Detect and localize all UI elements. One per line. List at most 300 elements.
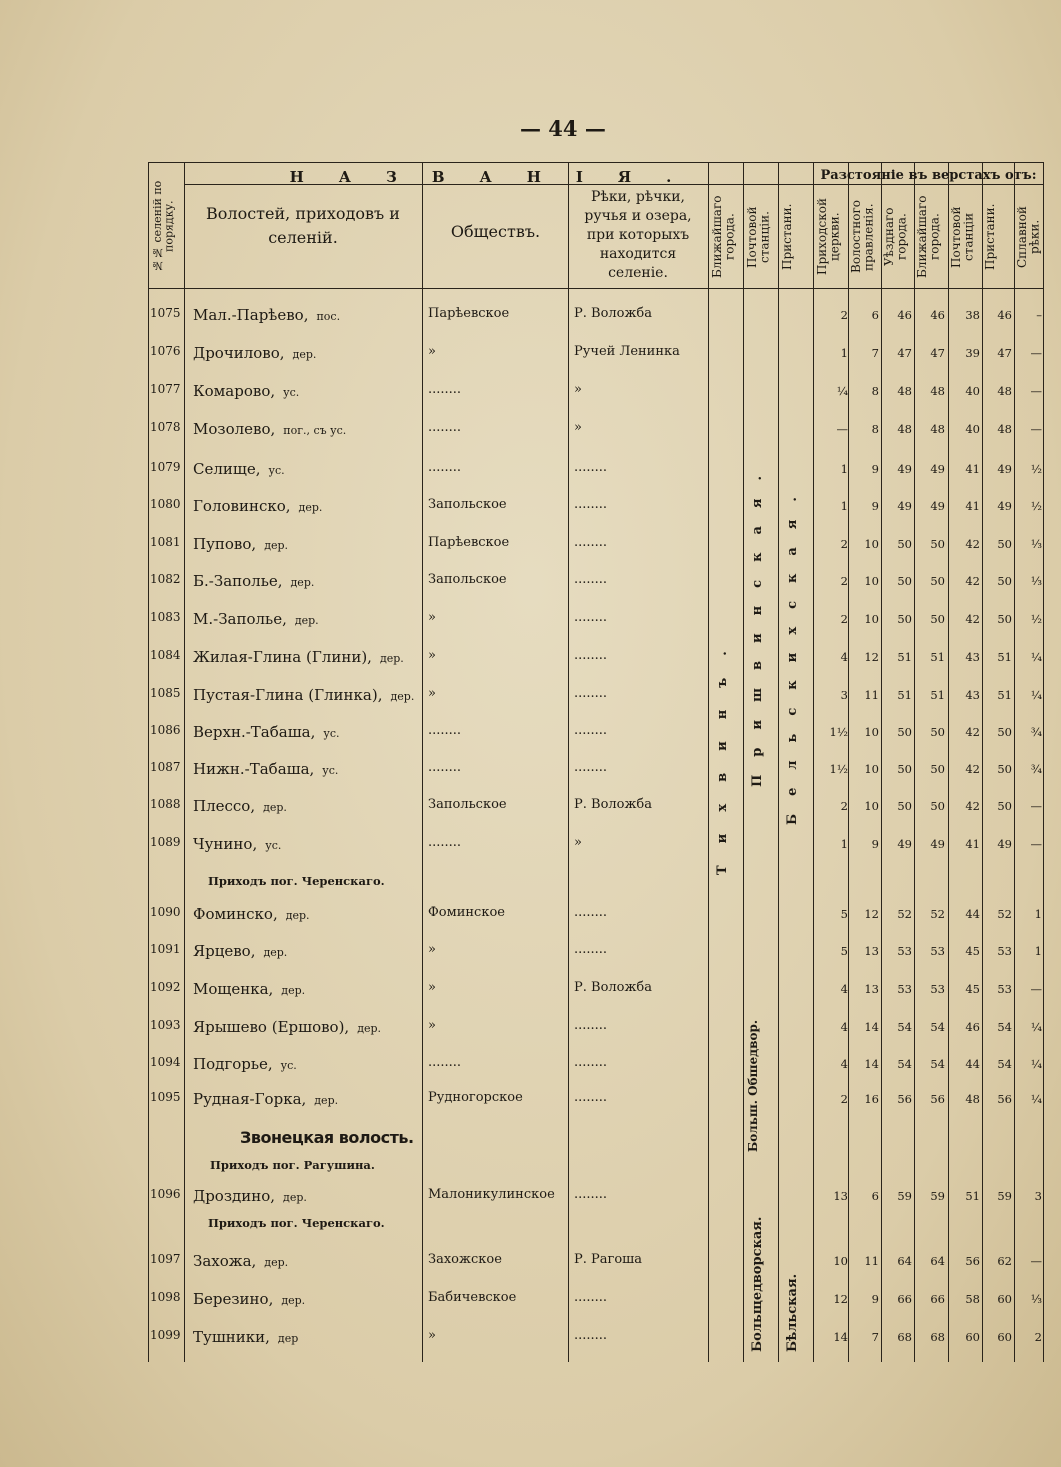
row-number: 1098 [150,1290,181,1304]
distance-cell: 1 [1034,944,1042,958]
subhead-parish-3: Приходъ пог. Черенскаго. [208,1216,385,1230]
distance-cell: 10 [864,799,879,813]
row-number: 1088 [150,797,181,811]
vlabel-post-1: Пришвинская. [750,457,765,787]
settlement-type: дер. [263,946,288,959]
table-row [148,1282,1043,1320]
distance-cell: 2 [840,1092,848,1106]
distance-cell: 42 [965,762,980,776]
row-number: 1091 [150,942,181,956]
distance-cell: ¾ [1030,725,1042,739]
distance-cell: 50 [997,612,1012,626]
community-name: Захожское [428,1252,502,1267]
settlement-type: дер. [292,348,317,361]
distance-cell: 43 [965,650,980,664]
distance-cell: 8 [871,422,879,436]
distance-cell: 1 [840,837,848,851]
distance-cell: 60 [997,1330,1012,1344]
page-number: — 44 — [520,116,606,141]
distance-cell: 3 [840,688,848,702]
distance-cell: 10 [864,725,879,739]
distance-cell: 47 [997,346,1012,360]
distance-cell: 4 [840,1057,848,1071]
distance-cell: 50 [897,762,912,776]
row-number: 1076 [150,344,181,358]
row-number: 1092 [150,980,181,994]
distance-cell: 60 [997,1292,1012,1306]
settlement-type: дер. [298,501,323,514]
community-name: ........ [428,420,462,435]
distance-cell: — [836,422,848,436]
distance-cell: ¼ [1030,650,1042,664]
settlement-name: Ярцево, дер. [193,942,288,960]
distance-cell: 50 [897,725,912,739]
distance-cell: 38 [965,308,980,322]
community-name: » [428,942,436,957]
settlement-type: дер. [290,576,315,589]
distance-cell: 51 [897,688,912,702]
distance-cell: ⅓ [1030,1292,1042,1306]
community-name: Рудногорское [428,1090,523,1105]
table-row [148,1047,1043,1085]
vlabel-near-city: Тихвинъ. [715,629,730,875]
row-number: 1079 [150,460,181,474]
community-name: Запольское [428,797,507,812]
table-row [148,972,1043,1010]
table-row [148,298,1043,336]
distance-cell: 68 [930,1330,945,1344]
distance-cell: 50 [897,574,912,588]
table-row [148,1320,1043,1358]
row-number: 1077 [150,382,181,396]
distance-cell: 5 [840,907,848,921]
distance-cell: 66 [930,1292,945,1306]
row-number: 1096 [150,1187,181,1201]
distance-cell: 12 [864,907,879,921]
settlement-type: ус. [323,727,340,740]
settlement-type: дер. [281,1294,306,1307]
river-name: Р. Воложба [574,306,653,321]
river-name: ........ [574,905,608,920]
distance-cell: 1 [840,499,848,513]
community-name: Парѣевское [428,535,510,550]
header-col-volost: Волостей, приходовъ и селеній. [206,204,400,247]
river-name: ........ [574,1055,608,1070]
distance-cell: 2 [840,574,848,588]
distance-cell: 10 [864,762,879,776]
distance-cell: 14 [864,1020,879,1034]
community-name: ........ [428,835,462,850]
distance-cell: 51 [997,688,1012,702]
distance-cell: 7 [871,1330,879,1344]
river-name: Р. Рагоша [574,1252,642,1267]
table-row [148,374,1043,412]
settlement-name: Жилая-Глина (Глини), дер. [193,648,404,666]
settlement-type: дер. [281,984,306,997]
distance-cell: 1 [840,346,848,360]
distance-cell: 50 [930,612,945,626]
distance-cell: 1½ [829,762,848,776]
distance-cell: 49 [997,499,1012,513]
distance-cell: 11 [864,688,879,702]
header-col-rivers: Рѣки, рѣчки, ручья и озера, при которыхъ находится селеніе. [584,189,692,281]
river-name: ........ [574,460,608,475]
settlement-name: Захожа, дер. [193,1252,289,1270]
settlement-type: дер [277,1332,299,1345]
distance-cell: 4 [840,650,848,664]
distance-cell: 14 [864,1057,879,1071]
community-name: Запольское [428,572,507,587]
table-row [148,1179,1043,1217]
river-name: ........ [574,686,608,701]
distance-cell: — [1030,384,1042,398]
header-col-d-volost: Волостного правленія. [849,200,876,274]
distance-cell: 53 [997,944,1012,958]
header-col-near-city: Ближайшаго города. [710,195,737,279]
distance-cell: 4 [840,1020,848,1034]
distance-cell: 51 [997,650,1012,664]
distance-cell: – [1036,308,1042,322]
table-row [148,564,1043,602]
distance-cell: 50 [930,537,945,551]
settlement-name: Фоминско, дер. [193,905,310,923]
row-number: 1084 [150,648,181,662]
distance-cell: 16 [864,1092,879,1106]
settlement-name: Головинско, дер. [193,497,323,515]
river-name: ........ [574,610,608,625]
distance-cell: 50 [997,799,1012,813]
river-name: ........ [574,1187,608,1202]
row-number: 1086 [150,723,181,737]
distance-cell: 50 [930,762,945,776]
row-number: 1078 [150,420,181,434]
distance-cell: 62 [997,1254,1012,1268]
distance-cell: 52 [897,907,912,921]
settlement-type: дер. [264,539,289,552]
community-name: ........ [428,1055,462,1070]
distance-cell: 12 [833,1292,848,1306]
distance-cell: 48 [997,422,1012,436]
community-name: ........ [428,382,462,397]
distance-cell: 64 [930,1254,945,1268]
distance-cell: 48 [897,384,912,398]
distance-cell: 48 [965,1092,980,1106]
distance-cell: 49 [897,837,912,851]
community-name: Малоникулинское [428,1187,555,1202]
distance-cell: 45 [965,944,980,958]
table-row [148,640,1043,678]
distance-cell: 49 [897,462,912,476]
header-col-d-pier: Пристани. [983,203,997,271]
distance-cell: 54 [930,1057,945,1071]
distance-cell: 50 [997,725,1012,739]
settlement-type: дер. [390,690,415,703]
table-row [148,527,1043,565]
distance-cell: 41 [965,462,980,476]
distance-cell: 4 [840,982,848,996]
distance-cell: 2 [840,308,848,322]
distance-cell: 10 [864,574,879,588]
header-distance: Разстояніе въ верстахъ отъ: [820,168,1037,183]
distance-cell: 46 [965,1020,980,1034]
distance-cell: 48 [930,422,945,436]
distance-cell: 53 [897,944,912,958]
distance-cell: 53 [897,982,912,996]
settlement-name: Комарово, ус. [193,382,300,400]
community-name: Фоминское [428,905,505,920]
row-number: 1085 [150,686,181,700]
distance-cell: ½ [1030,462,1042,476]
distance-cell: ¼ [1030,1020,1042,1034]
distance-cell: ¼ [836,384,848,398]
subhead-parish-2: Приходъ пог. Рагушина. [210,1158,375,1172]
distance-cell: 40 [965,422,980,436]
settlement-type: дер. [263,801,287,814]
distance-cell: 2 [840,537,848,551]
header-col-d-river: Сплавной рѣки. [1015,206,1042,268]
table-row [148,1244,1043,1282]
distance-cell: — [1030,837,1042,851]
distance-cell: 13 [864,982,879,996]
settlement-name: Мозолево, пог., съ ус. [193,420,347,438]
table-row [148,789,1043,827]
vlabel-pier-2: Бѣльская. [785,1273,800,1352]
settlement-name: Нижн.-Табаша, ус. [193,760,339,778]
distance-cell: 2 [840,799,848,813]
river-name: ........ [574,1090,608,1105]
distance-cell: 48 [897,422,912,436]
table-row [148,897,1043,935]
table-row [148,678,1043,716]
distance-cell: 14 [833,1330,848,1344]
distance-cell: 13 [833,1189,848,1203]
row-number: 1082 [150,572,181,586]
settlement-name: Селище, ус. [193,460,285,478]
row-number: 1097 [150,1252,181,1266]
row-number: 1095 [150,1090,181,1104]
settlement-name: Ярышево (Ершово), дер. [193,1018,382,1036]
distance-cell: 56 [997,1092,1012,1106]
distance-cell: 50 [930,725,945,739]
river-name: ........ [574,1018,608,1033]
table-frame [148,162,1043,1362]
distance-cell: 47 [897,346,912,360]
distance-cell: 49 [930,462,945,476]
distance-cell: 56 [965,1254,980,1268]
row-number: 1081 [150,535,181,549]
community-name: » [428,648,436,663]
distance-cell: 50 [997,574,1012,588]
community-name: Парѣевское [428,306,510,321]
distance-cell: 49 [930,499,945,513]
table-row [148,336,1043,374]
distance-cell: 41 [965,837,980,851]
distance-cell: 44 [965,907,980,921]
distance-cell: 9 [871,837,879,851]
header-col-society: Обществъ. [450,222,541,241]
distance-cell: ¼ [1030,1092,1042,1106]
distance-cell: 40 [965,384,980,398]
distance-cell: 59 [997,1189,1012,1203]
distance-cell: 7 [871,346,879,360]
settlement-type: дер. [294,614,319,627]
distance-cell: 41 [965,499,980,513]
community-name: » [428,686,436,701]
settlement-name: Плессо, дер. [193,797,287,815]
community-name: » [428,1018,436,1033]
settlement-name: Подгорье, ус. [193,1055,297,1073]
header-col-d-church: Приходской церкви. [815,198,842,276]
distance-cell: 10 [833,1254,848,1268]
header-col-num: №№ селеній по порядку. [151,180,176,272]
settlement-type: дер. [357,1022,382,1035]
settlement-name: Б.-Заполье, дер. [193,572,315,590]
table-row [148,1010,1043,1048]
river-name: » [574,420,582,435]
distance-cell: 1 [840,462,848,476]
distance-cell: 50 [897,612,912,626]
distance-cell: 51 [897,650,912,664]
distance-cell: 50 [930,799,945,813]
distance-cell: ¼ [1030,1057,1042,1071]
distance-cell: 51 [965,1189,980,1203]
distance-cell: 49 [997,837,1012,851]
vlabel-post-2: Больш. Обшедвор. [746,1019,760,1152]
row-number: 1089 [150,835,181,849]
table-row [148,452,1043,490]
row-number: 1075 [150,306,181,320]
settlement-type: ус. [265,839,282,852]
distance-cell: 42 [965,612,980,626]
distance-cell: ⅓ [1030,537,1042,551]
distance-cell: 48 [930,384,945,398]
distance-cell: 13 [864,944,879,958]
river-name: Р. Воложба [574,797,653,812]
row-number: 1083 [150,610,181,624]
settlement-type: дер. [283,1191,307,1204]
volost-heading: Звонецкая волость. [240,1128,414,1147]
settlement-name: Тушники, дер [193,1328,299,1346]
distance-cell: 45 [965,982,980,996]
settlement-name: Рудная-Горка, дер. [193,1090,339,1108]
distance-cell: 50 [897,537,912,551]
distance-cell: 54 [997,1057,1012,1071]
distance-cell: 68 [897,1330,912,1344]
distance-cell: — [1030,346,1042,360]
distance-cell: — [1030,982,1042,996]
distance-cell: 56 [930,1092,945,1106]
settlement-type: дер. [264,1256,289,1269]
table-row [148,1082,1043,1120]
river-name: ........ [574,1328,608,1343]
distance-cell: ⅓ [1030,574,1042,588]
settlement-type: ус. [322,764,339,777]
row-number: 1087 [150,760,181,774]
vlabel-pier-1: Бельскихская. [785,479,800,825]
river-name: ........ [574,535,608,550]
distance-cell: 52 [997,907,1012,921]
distance-cell: 12 [864,650,879,664]
distance-cell: ½ [1030,612,1042,626]
table-row [148,827,1043,865]
river-name: ........ [574,572,608,587]
distance-cell: 66 [897,1292,912,1306]
distance-cell: 44 [965,1057,980,1071]
river-name: ........ [574,760,608,775]
header-col-d-post: Почтовой станціи [949,206,976,268]
distance-cell: 56 [897,1092,912,1106]
community-name: ........ [428,460,462,475]
row-number: 1094 [150,1055,181,1069]
distance-cell: 1½ [829,725,848,739]
settlement-type: дер. [314,1094,339,1107]
header-col-post-station: Почтовой станціи. [745,206,772,268]
distance-cell: — [1030,799,1042,813]
table-row [148,934,1043,972]
settlement-name: Дроздино, дер. [193,1187,307,1205]
distance-cell: 53 [930,982,945,996]
community-name: » [428,610,436,625]
distance-cell: 46 [930,308,945,322]
community-name: Бабичевское [428,1290,517,1305]
distance-cell: 43 [965,688,980,702]
settlement-name: Мощенка, дер. [193,980,306,998]
distance-cell: 53 [997,982,1012,996]
distance-cell: 54 [897,1020,912,1034]
community-name: Запольское [428,497,507,512]
table-row [148,752,1043,790]
settlement-name: Дрочилово, дер. [193,344,317,362]
distance-cell: ¼ [1030,688,1042,702]
distance-cell: 50 [897,799,912,813]
distance-cell: 3 [1034,1189,1042,1203]
distance-cell: 54 [997,1020,1012,1034]
community-name: » [428,980,436,995]
distance-cell: 10 [864,537,879,551]
distance-cell: 2 [1034,1330,1042,1344]
settlement-type: пос. [316,310,341,323]
header-col-d-near-city: Ближайшаго города. [915,195,942,279]
distance-cell: — [1030,1254,1042,1268]
distance-cell: 59 [930,1189,945,1203]
settlement-type: ус. [280,1059,297,1072]
distance-cell: 54 [930,1020,945,1034]
settlement-name: Пупово, дер. [193,535,289,553]
row-number: 1090 [150,905,181,919]
settlement-type: дер. [285,909,310,922]
distance-cell: 50 [997,762,1012,776]
vlabel-post-3: Больщедворская. [750,1216,765,1352]
distance-cell: — [1030,422,1042,436]
community-name: » [428,344,436,359]
distance-cell: 60 [965,1330,980,1344]
distance-cell: 54 [897,1057,912,1071]
distance-cell: ½ [1030,499,1042,513]
distance-cell: 46 [897,308,912,322]
row-number: 1093 [150,1018,181,1032]
distance-cell: 64 [897,1254,912,1268]
distance-cell: 50 [997,537,1012,551]
settlement-name: Мал.-Парѣево, пос. [193,306,341,324]
header-col-pier: Пристани. [780,203,794,271]
distance-cell: 10 [864,612,879,626]
settlement-type: ус. [283,386,300,399]
community-name: ........ [428,723,462,738]
subhead-parish-1: Приходъ пог. Черенскаго. [208,874,385,888]
distance-cell: 9 [871,1292,879,1306]
table-row [148,489,1043,527]
table-row [148,412,1043,450]
